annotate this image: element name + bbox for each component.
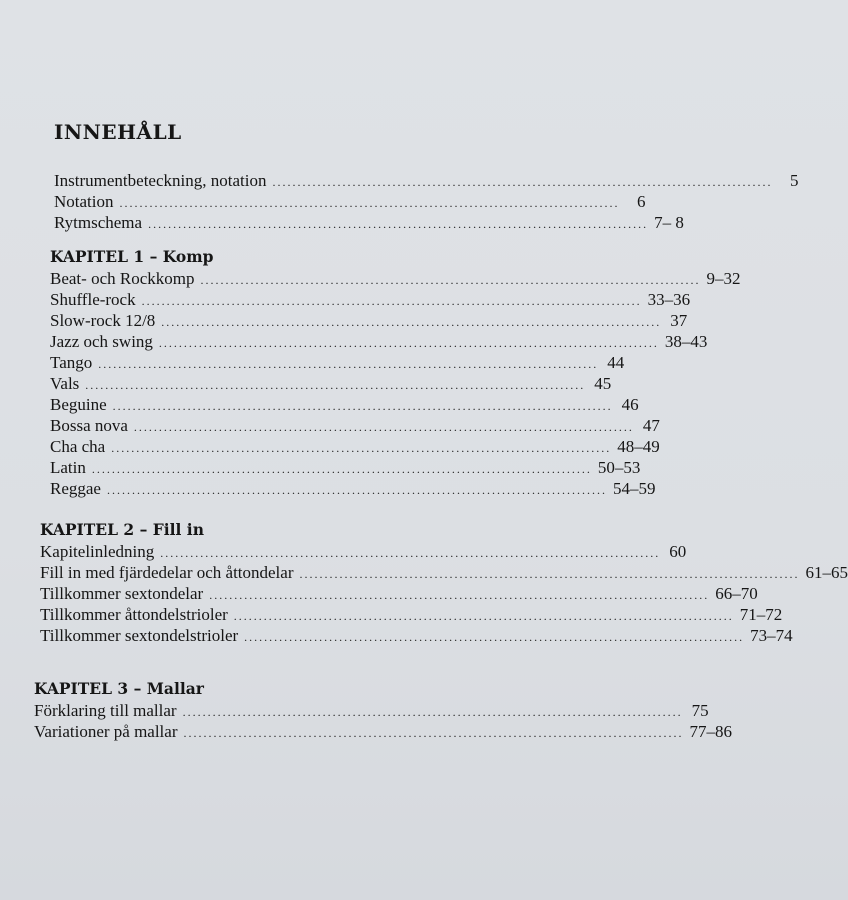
toc-entry-label: Beguine: [50, 395, 107, 414]
toc-entry-label: Variationer på mallar: [34, 722, 178, 741]
dot-leader: ....................................................................................................: [299, 567, 800, 581]
toc-entry-label: Jazz och swing: [50, 332, 153, 351]
toc-entry-pages: 61–65: [805, 563, 848, 582]
toc-entry: [54, 191, 646, 212]
toc-entry-label: Rytmschema: [54, 213, 143, 232]
dot-leader: ....................................................................................................: [244, 630, 745, 644]
toc-entry-pages: 50–53: [597, 458, 641, 477]
toc-entry-pages: 60: [669, 542, 687, 561]
toc-entry-pages: 7– 8: [654, 213, 684, 232]
toc-entry-label: Tango: [50, 353, 93, 372]
dot-leader: ....................................................................................................: [160, 546, 661, 560]
dot-leader: ....................................................................................................: [272, 175, 773, 189]
toc-entry-label: Förklaring till mallar: [34, 701, 177, 720]
toc-entry-label: Kapitelinledning: [40, 542, 155, 561]
dot-leader: ....................................................................................................: [182, 705, 683, 719]
toc-entry: [50, 436, 660, 457]
toc-entry-pages: 6: [637, 192, 646, 211]
dot-leader: ....................................................................................................: [112, 399, 613, 413]
chapter-2-section: [40, 519, 848, 646]
toc-entry: [40, 541, 687, 562]
toc-entry-label: Instrumentbeteckning, notation: [54, 171, 267, 190]
toc-entry: [50, 310, 688, 331]
chapter-heading: KAPITEL 3 – Mallar: [34, 679, 204, 698]
dot-leader: ....................................................................................................: [148, 217, 649, 231]
toc-entry: [50, 352, 625, 373]
toc-entry: [54, 170, 799, 191]
toc-entry-label: Tillkommer sextondelar: [40, 584, 204, 603]
toc-entry: [50, 331, 708, 352]
toc-entry-label: Vals: [50, 374, 80, 393]
toc-entry-label: Notation: [54, 192, 114, 211]
toc-entry: [50, 268, 741, 289]
toc-entry-pages: 73–74: [750, 626, 793, 645]
dot-leader: ....................................................................................................: [183, 726, 684, 740]
dot-leader: ....................................................................................................: [133, 420, 634, 434]
toc-entry-label: Reggae: [50, 479, 101, 498]
toc-entry: [50, 457, 641, 478]
toc-entry: [50, 373, 612, 394]
chapter-heading: KAPITEL 2 – Fill in: [40, 520, 204, 539]
dot-leader: ....................................................................................................: [91, 462, 592, 476]
toc-entry: [34, 721, 732, 742]
chapter-3-section: [34, 678, 732, 742]
chapter-heading: KAPITEL 1 – Komp: [50, 247, 214, 266]
dot-leader: ....................................................................................................: [233, 609, 734, 623]
toc-entry: [40, 583, 758, 604]
toc-entry: [50, 394, 639, 415]
toc-entry-label: Tillkommer sextondelstrioler: [40, 626, 239, 645]
toc-entry-pages: 44: [607, 353, 625, 372]
toc-entry: [40, 604, 783, 625]
dot-leader: ....................................................................................................: [209, 588, 710, 602]
dot-leader: ....................................................................................................: [119, 196, 620, 210]
toc-entry-pages: 38–43: [664, 332, 708, 351]
toc-entry-label: Bossa nova: [50, 416, 128, 435]
toc-entry: [40, 562, 848, 583]
dot-leader: ....................................................................................................: [200, 273, 701, 287]
dot-leader: ....................................................................................................: [161, 315, 662, 329]
intro-section: [54, 170, 799, 233]
toc-entry-pages: 37: [670, 311, 688, 330]
toc-entry: [34, 700, 709, 721]
toc-entry-pages: 47: [642, 416, 660, 435]
toc-entry: [50, 289, 691, 310]
toc-entry-label: Fill in med fjärdedelar och åttondelar: [40, 563, 294, 582]
toc-entry-pages: 71–72: [739, 605, 783, 624]
toc-entry-pages: 77–86: [689, 722, 732, 741]
toc-entry-label: Latin: [50, 458, 86, 477]
toc-entry-pages: 45: [594, 374, 612, 393]
toc-entry-pages: 9–32: [706, 269, 741, 288]
page-title: INNEHÅLL: [54, 120, 182, 144]
toc-entry-label: Slow-rock 12/8: [50, 311, 156, 330]
toc-entry-pages: 66–70: [715, 584, 758, 603]
toc-entry-label: Tillkommer åttondelstrioler: [40, 605, 228, 624]
toc-entry-label: Beat- och Rockkomp: [50, 269, 195, 288]
toc-entry-pages: 75: [691, 701, 709, 720]
toc-entry: [54, 212, 684, 233]
toc-entry-pages: 48–49: [617, 437, 660, 456]
dot-leader: ....................................................................................................: [85, 378, 586, 392]
dot-leader: ....................................................................................................: [141, 294, 642, 308]
dot-leader: ....................................................................................................: [158, 336, 659, 350]
dot-leader: ....................................................................................................: [98, 357, 599, 371]
toc-entry: [50, 415, 660, 436]
toc-entry-pages: 46: [621, 395, 639, 414]
toc-entry: [50, 478, 656, 499]
toc-entry-label: Shuffle-rock: [50, 290, 136, 309]
chapter-1-section: [50, 246, 741, 499]
toc-entry: [40, 625, 793, 646]
dot-leader: ....................................................................................................: [106, 483, 607, 497]
toc-entry-pages: 54–59: [612, 479, 656, 498]
dot-leader: ....................................................................................................: [111, 441, 612, 455]
toc-entry-pages: 5: [789, 171, 799, 190]
toc-entry-label: Cha cha: [50, 437, 106, 456]
toc-entry-pages: 33–36: [647, 290, 691, 309]
